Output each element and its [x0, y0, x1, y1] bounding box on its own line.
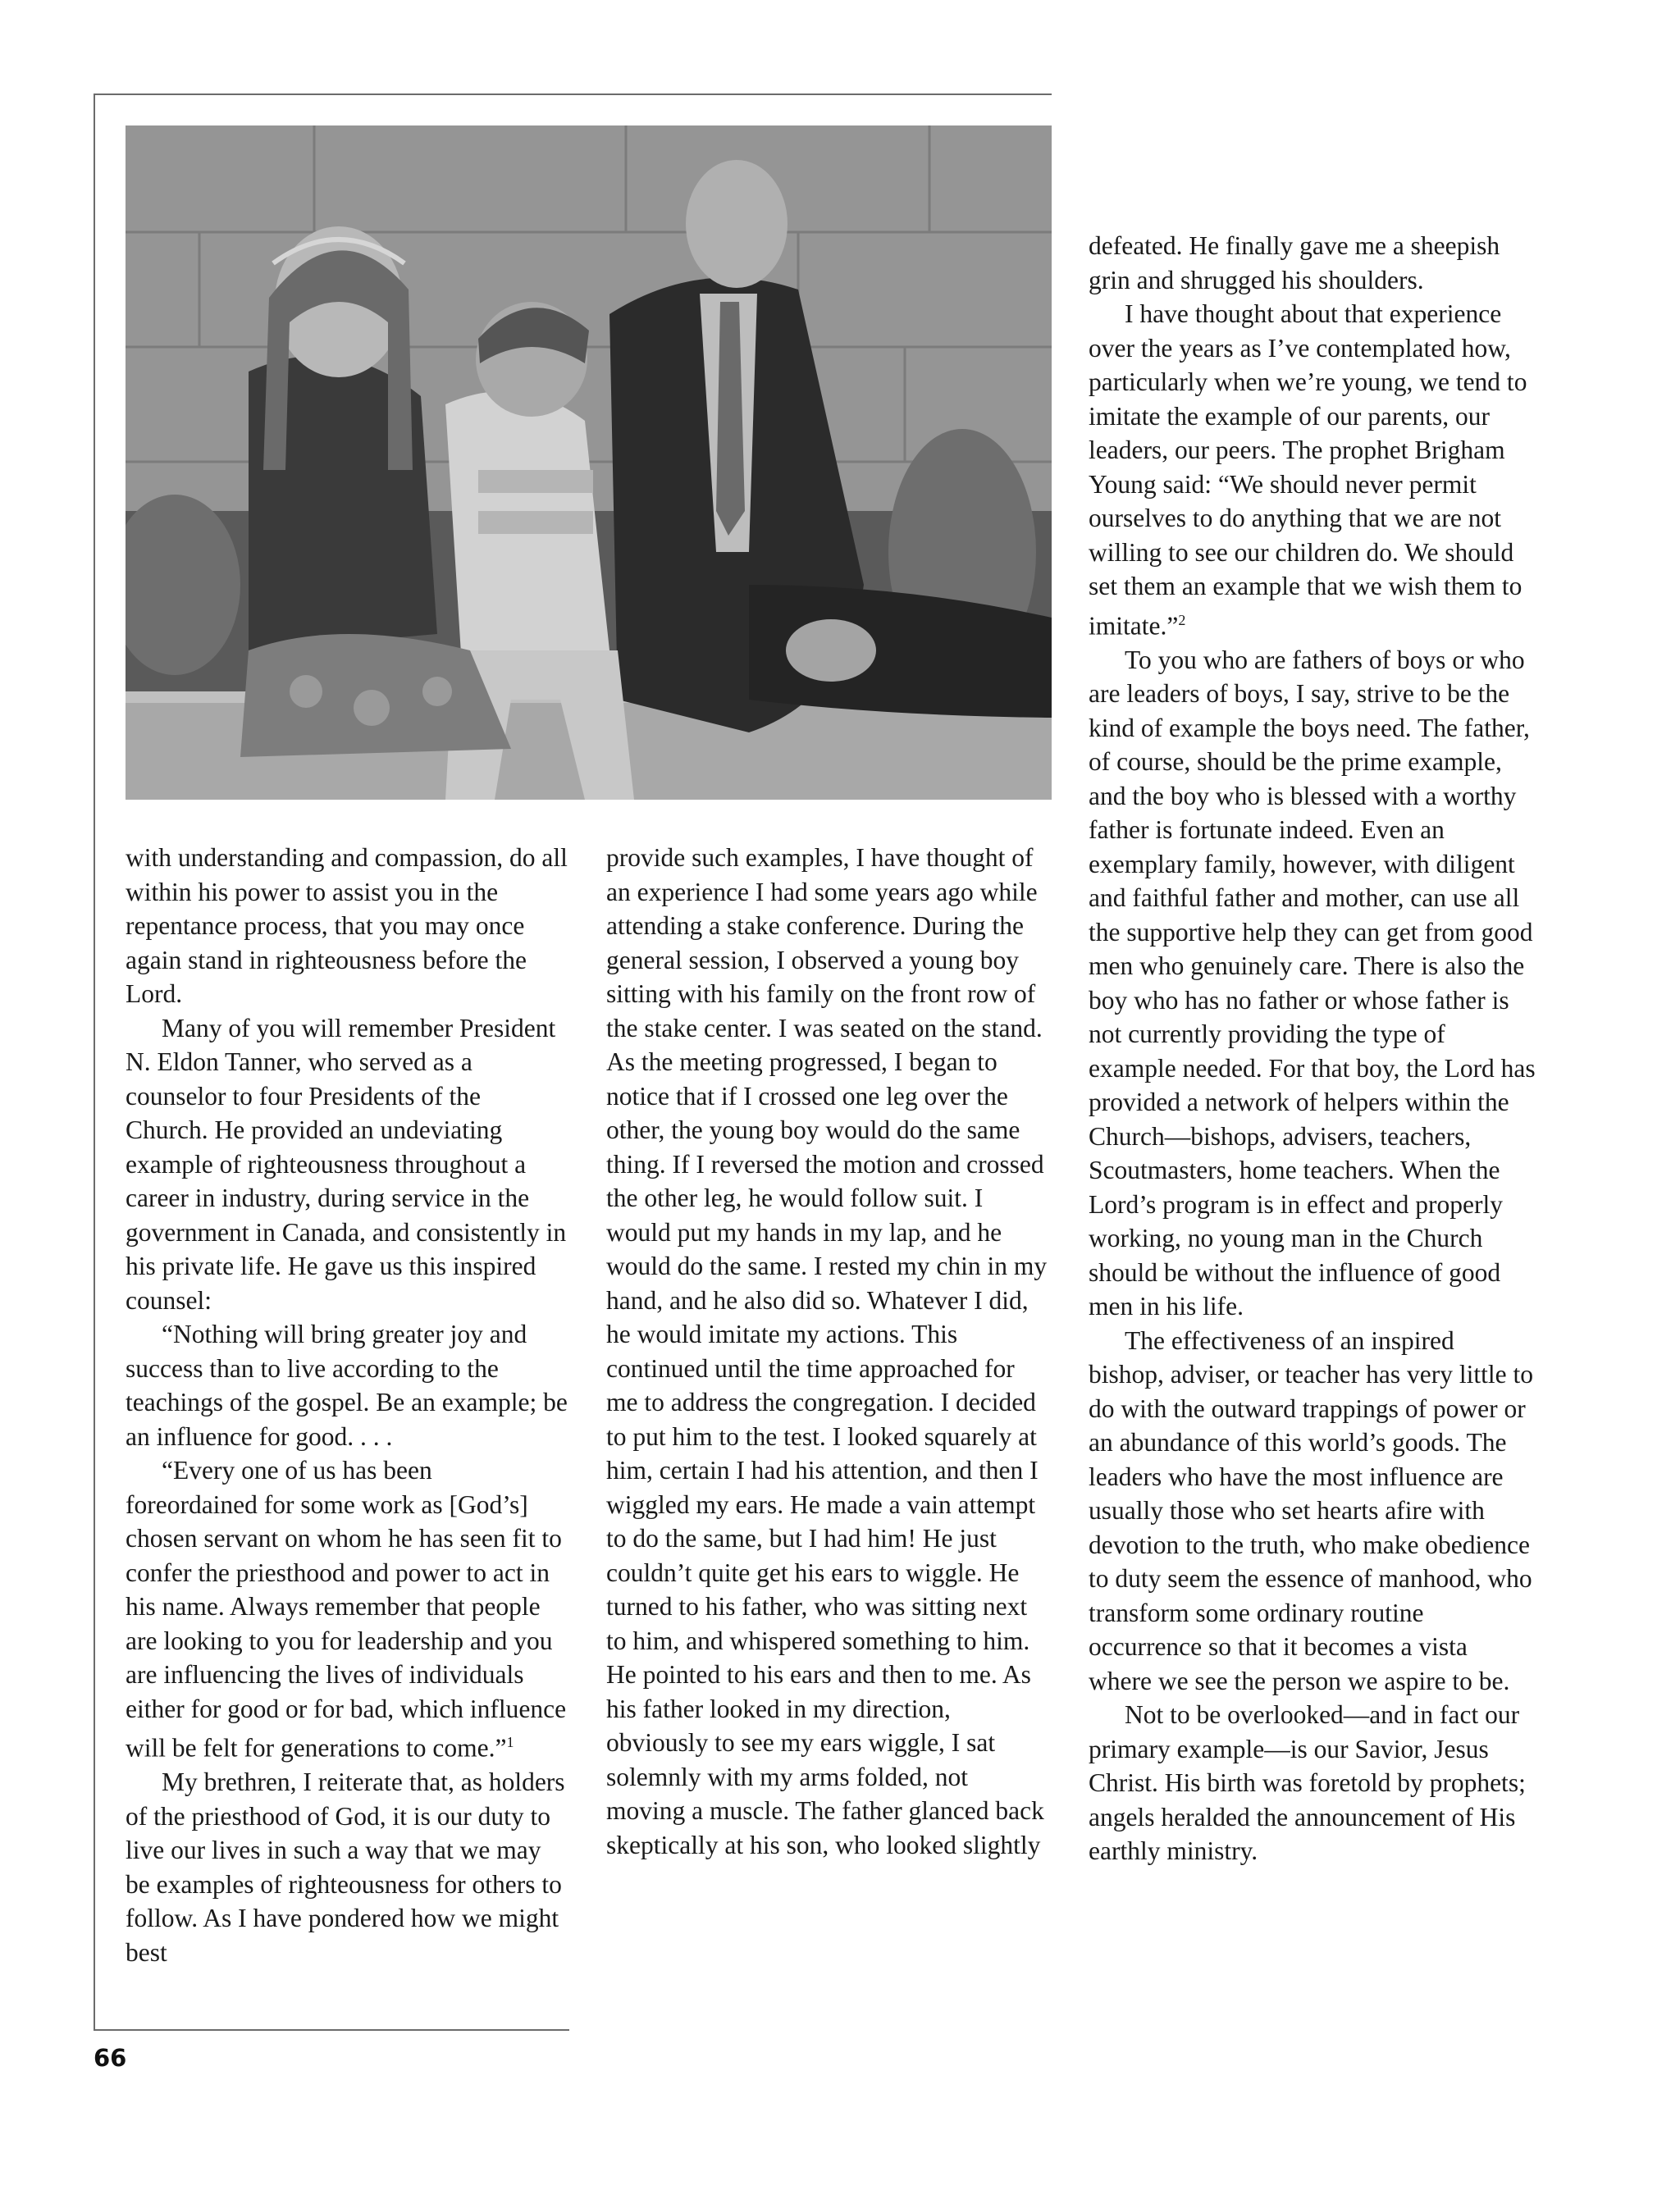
paragraph: Not to be overlooked—and in fact our primary example—is our Savior, Jesus Christ. His birth was foretold by prophets; angels heralded the announcement of His earthly ministry. — [1089, 1700, 1526, 1865]
photo-family-praying — [126, 125, 1052, 800]
footnote-ref: 1 — [506, 1734, 514, 1750]
paragraph-text: “Every one of us has been foreordained for some work as [God’s] chosen servant on whom he has seen fit to confer the priesthood and power to act in his name. Always remember that people are looking to you for leadership and you are influencing the lives of individuals either for good or for bad, which influence will be felt for generations to come.” — [126, 1456, 567, 1763]
paragraph: To you who are fathers of boys or who are leaders of boys, I say, strive to be the kind of example the boys need. The father, of course, should be the prime example, and the boy who is blessed with a worthy father is fortunate indeed. Even an exemplary family, however, with diligent and faithful father and mother, can use all the supportive help they can get from good men who genuinely care. There is also the boy who has no father or whose father is not currently providing the type of example needed. For that boy, the Lord has provided a network of helpers within the Church—bishops, advisers, teachers, Scoutmasters, home teachers. When the Lord’s program is in effect and properly working, no young man in the Church should be without the influence of good men in his life. — [1089, 645, 1536, 1321]
footnote-ref: 2 — [1178, 611, 1186, 628]
text-column-1 — [126, 841, 568, 1969]
text-column-3 — [1089, 229, 1536, 1868]
paragraph — [1089, 297, 1536, 643]
page-number: 66 — [94, 2044, 127, 2072]
photo-illustration — [126, 125, 1052, 800]
paragraph — [126, 1453, 568, 1765]
text-column-2 — [606, 841, 1049, 1862]
paragraph: My brethren, I reiterate that, as holders of the priesthood of God, it is our duty to live our lives in such a way that we may be examples of righteousness for others to follow. As I have pondered how we might best — [126, 1768, 565, 1967]
paragraph: defeated. He finally gave me a sheepish grin and shrugged his shoulders. — [1089, 231, 1500, 294]
frame-rule-left — [94, 94, 95, 2029]
paragraph: with understanding and compassion, do all within his power to assist you in the repentance process, that you may once again stand in righteousness before the Lord. — [126, 843, 568, 1008]
paragraph: The effectiveness of an inspired bishop, adviser, or teacher has very little to do with the outward trappings of power or an abundance of this world’s goods. The leaders who have the most influence are usually those who set hearts afire with devotion to the truth, who make obedience to duty seem the essence of manhood, who transform some ordinary routine occurrence so that it becomes a vista where we see the person we aspire to be. — [1089, 1325, 1533, 1695]
paragraph: Many of you will remember President N. Eldon Tanner, who served as a counselor to four Presidents of the Church. He provided an undeviating example of righteousness throughout a career in industry, during service in the government in Canada, and consistently in his private life. He gave us this inspired counsel: — [126, 1013, 567, 1315]
frame-rule-top — [94, 94, 1052, 95]
paragraph: provide such examples, I have thought of an experience I had some years ago while attending a stake conference. During the general session, I observed a young boy sitting with his family on the front row of the stake center. I was seated on the stand. As the meeting progressed, I began to notice that if I crossed one leg over the other, the young boy would do the same thing. If I reversed the motion and crossed the other leg, he would follow suit. I would put my hands in my lap, and he would do the same. I rested my chin in my hand, and he also did so. Whatever I did, he would imitate my actions. This continued until the time approached for me to address the congregation. I decided to put him to the test. I looked squarely at him, certain I had his attention, and then I wiggled my ears. He made a vain attempt to do the same, but I had him! He just couldn’t quite get his ears to wiggle. He turned to his father, who was sitting next to him, and whispered something to him. He pointed to his ears and then to me. As his father looked in my direction, obviously to see my ears wiggle, I sat solemnly with my arms folded, not moving a muscle. The father glanced back skeptically at his son, who looked slightly — [606, 843, 1048, 1859]
paragraph: “Nothing will bring greater joy and success than to live according to the teachings of the gospel. Be an example; be an influence for good. . . . — [126, 1320, 568, 1451]
paragraph-text: I have thought about that experience over the years as I’ve contemplated how, particularly when we’re young, we tend to imitate the example of our parents, our leaders, our peers. The prophet Brigham Young said: “We should never permit ourselves to do anything that we are not willing to see our children do. We should set them an example that we wish them to imitate.” — [1089, 299, 1527, 640]
frame-rule-bottom — [94, 2029, 569, 2031]
